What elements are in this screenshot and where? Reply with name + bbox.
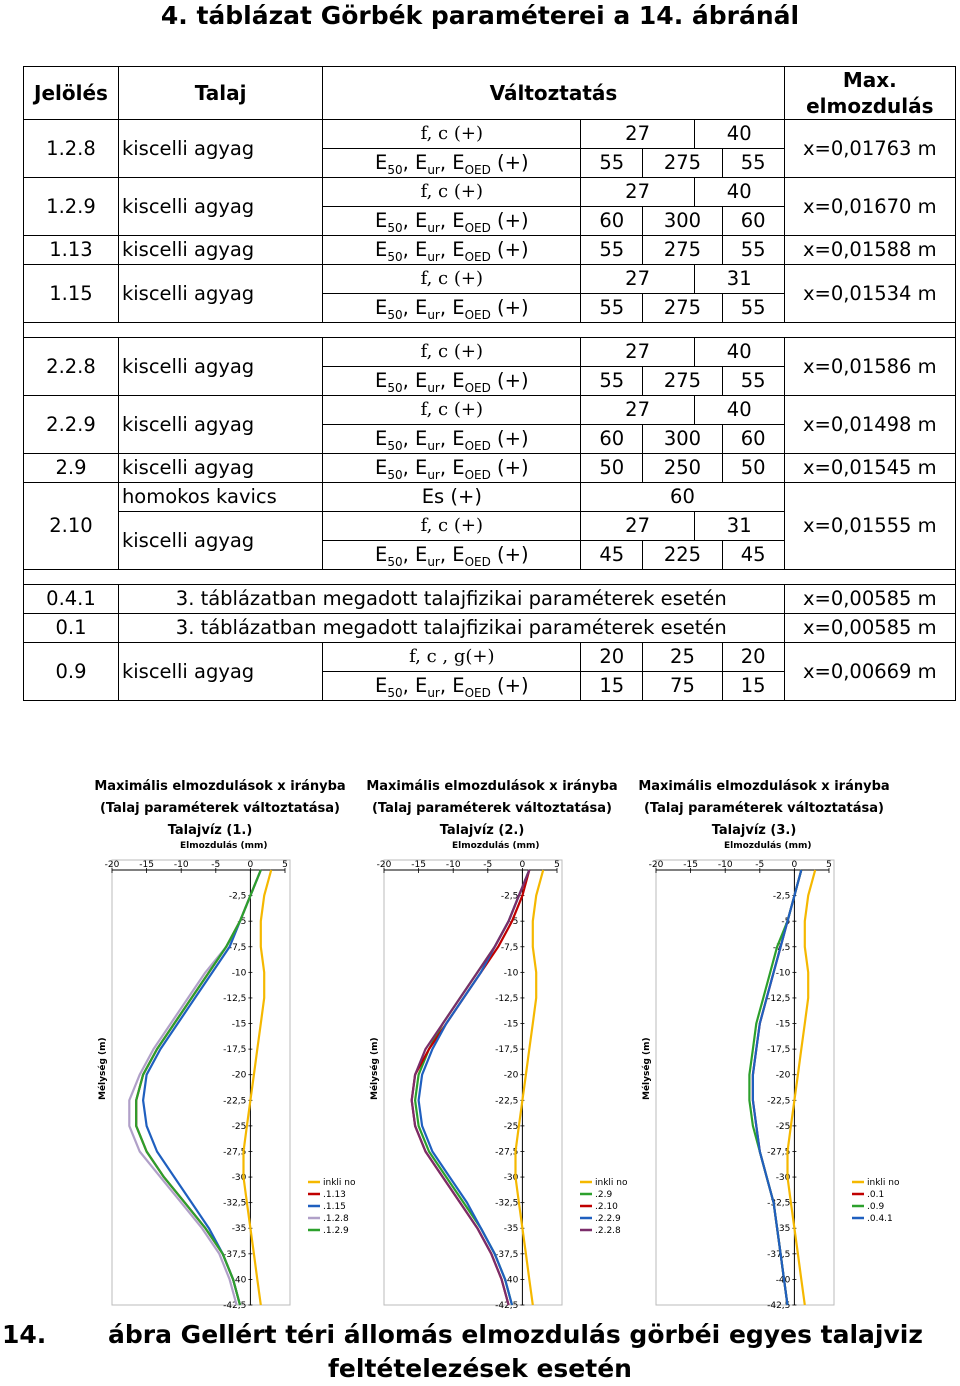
y-tick-label: -27,5: [223, 1147, 247, 1158]
chart-title: Maximális elmozdulások x irányba: [638, 779, 890, 794]
y-tick-label: -17,5: [767, 1045, 791, 1056]
e-value: 275: [643, 294, 722, 323]
row-max: x=0,01545 m: [784, 454, 955, 483]
row-id: 2.9: [24, 454, 119, 483]
x-tick-label: -10: [445, 860, 461, 870]
fcg-value: 20: [722, 643, 784, 672]
series-line: [244, 870, 272, 1305]
fcg-value: 25: [643, 643, 722, 672]
e-label: $E_{50}$, $E_{ur}$, $E_{OED}$ (+): [323, 236, 581, 265]
row-max: x=0,00669 m: [784, 643, 955, 701]
row-id: 0.1: [24, 614, 119, 643]
x-tick-label: 0: [791, 860, 798, 870]
fc-label: f, c (+): [323, 178, 581, 207]
y-tick-label: -20: [231, 1070, 247, 1081]
e-value: 55: [581, 236, 643, 265]
fc-value: 27: [581, 338, 695, 367]
y-tick-label: -32,5: [767, 1198, 791, 1209]
y-tick-label: -27,5: [767, 1147, 791, 1158]
chart-talajviz-2: [352, 770, 652, 1310]
row-max: x=0,00585 m: [784, 614, 955, 643]
e-label: $E_{50}$, $E_{ur}$, $E_{OED}$ (+): [323, 425, 581, 454]
row-text: 3. táblázatban megadott talajfizikai paraméterek esetén: [118, 614, 784, 643]
row-soil: kiscelli agyag: [118, 338, 322, 396]
fc-value: 27: [581, 265, 695, 294]
chart-title: (Talaj paraméterek változtatása): [371, 801, 613, 816]
e-value: 75: [643, 672, 722, 701]
fc-label: f, c (+): [323, 338, 581, 367]
y-tick-label: -30: [775, 1173, 791, 1184]
e-value: 55: [722, 149, 784, 178]
y-tick-label: -32,5: [495, 1198, 519, 1209]
chart-title: (Talaj paraméterek változtatása): [643, 801, 885, 816]
y-tick-label: -42,5: [767, 1301, 791, 1311]
x-tick-label: -15: [139, 860, 154, 870]
e-value: 225: [643, 541, 722, 570]
e-value: 55: [581, 294, 643, 323]
x-axis-label: Elmozdulás (mm): [724, 841, 812, 851]
series-line: [136, 870, 261, 1305]
y-tick-label: -25: [503, 1121, 519, 1132]
y-tick-label: -7,5: [228, 942, 247, 953]
header-valtoztatas: Változtatás: [323, 67, 784, 120]
row-soil: kiscelli agyag: [118, 454, 322, 483]
fc-value: 27: [581, 120, 695, 149]
header-talaj: Talaj: [118, 67, 322, 120]
x-tick-label: 0: [519, 860, 526, 870]
series-line: [136, 870, 261, 1305]
plot-frame: [112, 860, 290, 1305]
y-tick-label: -5: [237, 917, 247, 928]
e-value: 55: [581, 149, 643, 178]
y-tick-label: -12,5: [495, 993, 519, 1004]
series-line: [516, 870, 544, 1305]
plot-frame: [656, 860, 834, 1305]
y-tick-label: -22,5: [223, 1096, 247, 1107]
row-max: x=0,01763 m: [784, 120, 955, 178]
y-tick-label: -37,5: [495, 1249, 519, 1260]
row-max: x=0,00585 m: [784, 585, 955, 614]
e-label: $E_{50}$, $E_{ur}$, $E_{OED}$ (+): [323, 672, 581, 701]
fc-value: 27: [581, 178, 695, 207]
e-label: $E_{50}$, $E_{ur}$, $E_{OED}$ (+): [323, 454, 581, 483]
y-tick-label: -25: [231, 1121, 247, 1132]
y-tick-label: -2,5: [772, 891, 791, 902]
x-tick-label: -10: [717, 860, 733, 870]
y-tick-label: -37,5: [767, 1249, 791, 1260]
row-soil: kiscelli agyag: [118, 236, 322, 265]
series-line: [412, 870, 530, 1305]
row-id: 2.10: [24, 483, 119, 570]
y-tick-label: -10: [503, 968, 519, 979]
y-tick-label: -17,5: [495, 1045, 519, 1056]
row-max: x=0,01670 m: [784, 178, 955, 236]
table-row: [24, 454, 956, 483]
y-tick-label: -5: [509, 917, 519, 928]
y-tick-label: -17,5: [223, 1045, 247, 1056]
y-tick-label: -40: [231, 1275, 247, 1286]
x-tick-label: -5: [755, 860, 765, 870]
e-value: 50: [581, 454, 643, 483]
e-value: 60: [722, 207, 784, 236]
legend-label: inkli no: [867, 1178, 900, 1188]
fc-value: 40: [694, 120, 784, 149]
x-axis-label: Elmozdulás (mm): [180, 841, 268, 851]
caption-line-2: feltételezések esetén: [328, 1354, 632, 1383]
legend-label: .2.2.8: [595, 1226, 621, 1236]
row-id: 2.2.9: [24, 396, 119, 454]
legend-label: .1.2.9: [323, 1226, 349, 1236]
caption-number: 14.: [2, 1320, 47, 1349]
fc-value: 27: [581, 512, 695, 541]
y-tick-label: -2,5: [500, 891, 519, 902]
es-label: Es (+): [323, 483, 581, 512]
x-tick-label: -20: [104, 860, 120, 870]
fc-label: f, c (+): [323, 396, 581, 425]
y-tick-label: -35: [503, 1224, 519, 1235]
row-text: 3. táblázatban megadott talajfizikai paraméterek esetén: [118, 585, 784, 614]
y-tick-label: -5: [781, 917, 791, 928]
y-tick-label: -27,5: [495, 1147, 519, 1158]
e-value: 275: [643, 149, 722, 178]
series-line: [749, 870, 801, 1305]
legend-label: .0.4.1: [867, 1214, 893, 1224]
e-label: $E_{50}$, $E_{ur}$, $E_{OED}$ (+): [323, 541, 581, 570]
y-tick-label: -30: [503, 1173, 519, 1184]
y-tick-label: -20: [775, 1070, 791, 1081]
chart-title: Maximális elmozdulások x irányba: [366, 779, 618, 794]
chart-title: Talajvíz (2.): [439, 823, 525, 838]
row-soil: homokos kavics: [118, 483, 322, 512]
table-row: [24, 236, 956, 265]
fc-value: 31: [694, 512, 784, 541]
y-tick-label: -12,5: [767, 993, 791, 1004]
row-max: x=0,01534 m: [784, 265, 955, 323]
table-row: [24, 178, 956, 207]
fcg-label: f, c , g(+): [323, 643, 581, 672]
chart-talajviz-3: [624, 770, 924, 1310]
separator-row: [24, 570, 956, 585]
fc-value: 31: [694, 265, 784, 294]
y-tick-label: -10: [775, 968, 791, 979]
row-id: 1.2.8: [24, 120, 119, 178]
caption-line-1: ábra Gellért téri állomás elmozdulás görbéi egyes talajviz: [108, 1320, 923, 1349]
y-tick-label: -30: [231, 1173, 247, 1184]
series-line: [788, 870, 816, 1305]
series-line: [143, 870, 261, 1305]
e-value: 275: [643, 367, 722, 396]
row-id: 1.2.9: [24, 178, 119, 236]
row-soil: kiscelli agyag: [118, 643, 322, 701]
y-tick-label: -42,5: [223, 1301, 247, 1311]
row-max: x=0,01555 m: [784, 483, 955, 570]
y-tick-label: -15: [775, 1019, 791, 1030]
page-title: 4. táblázat Görbék paraméterei a 14. ábránál: [160, 1, 800, 30]
y-tick-label: -25: [775, 1121, 791, 1132]
row-id: 2.2.8: [24, 338, 119, 396]
row-soil: kiscelli agyag: [118, 512, 322, 570]
table-row: [24, 643, 956, 672]
x-axis-label: Elmozdulás (mm): [452, 841, 540, 851]
row-max: x=0,01588 m: [784, 236, 955, 265]
chart-svg: [352, 770, 652, 1310]
chart-title: Talajvíz (3.): [711, 823, 797, 838]
fc-label: f, c (+): [323, 265, 581, 294]
row-soil: kiscelli agyag: [118, 120, 322, 178]
legend-label: .0.9: [867, 1202, 885, 1212]
x-tick-label: -20: [376, 860, 392, 870]
y-tick-label: -37,5: [223, 1249, 247, 1260]
e-value: 15: [722, 672, 784, 701]
e-value: 45: [722, 541, 784, 570]
y-tick-label: -15: [231, 1019, 247, 1030]
x-tick-label: 5: [826, 860, 832, 870]
series-line: [129, 870, 260, 1305]
e-value: 55: [722, 294, 784, 323]
y-tick-label: -20: [503, 1070, 519, 1081]
y-tick-label: -40: [503, 1275, 519, 1286]
y-tick-label: -32,5: [223, 1198, 247, 1209]
fc-label: f, c (+): [323, 120, 581, 149]
e-value: 60: [581, 207, 643, 236]
table-row: [24, 614, 956, 643]
row-id: 0.9: [24, 643, 119, 701]
row-id: 1.15: [24, 265, 119, 323]
y-tick-label: -15: [503, 1019, 519, 1030]
y-tick-label: -12,5: [223, 993, 247, 1004]
parameter-table: [23, 66, 956, 701]
x-tick-label: -20: [648, 860, 664, 870]
e-value: 45: [581, 541, 643, 570]
y-tick-label: -22,5: [767, 1096, 791, 1107]
row-soil: kiscelli agyag: [118, 396, 322, 454]
y-tick-label: -7,5: [772, 942, 791, 953]
e-value: 60: [722, 425, 784, 454]
series-line: [419, 870, 530, 1305]
y-tick-label: -40: [775, 1275, 791, 1286]
x-tick-label: -15: [411, 860, 426, 870]
e-value: 55: [722, 367, 784, 396]
e-value: 250: [643, 454, 722, 483]
row-id: 1.13: [24, 236, 119, 265]
x-tick-label: 0: [247, 860, 254, 870]
separator-cell: [24, 570, 956, 585]
row-max: x=0,01498 m: [784, 396, 955, 454]
x-tick-label: -5: [483, 860, 493, 870]
table-row: [24, 585, 956, 614]
chart-title: (Talaj paraméterek változtatása): [99, 801, 341, 816]
e-value: 60: [581, 425, 643, 454]
legend-label: .1.15: [323, 1202, 346, 1212]
chart-title: Talajvíz (1.): [167, 823, 253, 838]
e-value: 300: [643, 425, 722, 454]
table-header-row: [24, 67, 956, 120]
fc-value: 40: [694, 178, 784, 207]
legend-label: .1.2.8: [323, 1214, 349, 1224]
series-line: [412, 870, 530, 1305]
table-row: [24, 396, 956, 425]
x-tick-label: 5: [282, 860, 288, 870]
legend-label: .2.10: [595, 1202, 618, 1212]
row-max: x=0,01586 m: [784, 338, 955, 396]
fc-label: f, c (+): [323, 512, 581, 541]
legend-label: .2.2.9: [595, 1214, 621, 1224]
e-value: 275: [643, 236, 722, 265]
y-tick-label: -35: [775, 1224, 791, 1235]
y-axis-label: Mélység (m): [98, 1037, 108, 1100]
row-soil: kiscelli agyag: [118, 265, 322, 323]
y-tick-label: -22,5: [495, 1096, 519, 1107]
fc-value: 40: [694, 396, 784, 425]
e-value: 55: [581, 367, 643, 396]
y-tick-label: -2,5: [228, 891, 247, 902]
e-value: 300: [643, 207, 722, 236]
chart-title: Maximális elmozdulások x irányba: [94, 779, 346, 794]
separator-row: [24, 323, 956, 338]
e-value: 15: [581, 672, 643, 701]
header-jeloles: Jelölés: [24, 67, 119, 120]
table-row: [24, 265, 956, 294]
e-label: $E_{50}$, $E_{ur}$, $E_{OED}$ (+): [323, 207, 581, 236]
legend-label: inkli no: [323, 1178, 356, 1188]
row-soil: kiscelli agyag: [118, 178, 322, 236]
fc-value: 27: [581, 396, 695, 425]
y-tick-label: -35: [231, 1224, 247, 1235]
fc-value: 40: [694, 338, 784, 367]
table-row: [24, 338, 956, 367]
table-row: [24, 483, 956, 512]
e-value: 55: [722, 236, 784, 265]
fcg-value: 20: [581, 643, 643, 672]
e-label: $E_{50}$, $E_{ur}$, $E_{OED}$ (+): [323, 294, 581, 323]
table-row: [24, 120, 956, 149]
y-tick-label: -7,5: [500, 942, 519, 953]
es-value: 60: [581, 483, 784, 512]
chart-talajviz-1: [80, 770, 380, 1310]
legend-label: .2.9: [595, 1190, 613, 1200]
e-label: $E_{50}$, $E_{ur}$, $E_{OED}$ (+): [323, 149, 581, 178]
e-value: 50: [722, 454, 784, 483]
x-tick-label: -10: [173, 860, 189, 870]
y-axis-label: Mélység (m): [642, 1037, 652, 1100]
legend-label: .1.13: [323, 1190, 346, 1200]
separator-cell: [24, 323, 956, 338]
x-tick-label: -15: [683, 860, 698, 870]
legend-label: .0.1: [867, 1190, 885, 1200]
row-id: 0.4.1: [24, 585, 119, 614]
x-tick-label: 5: [554, 860, 560, 870]
header-max: Max. elmozdulás: [784, 67, 955, 120]
y-tick-label: -10: [231, 968, 247, 979]
plot-frame: [384, 860, 562, 1305]
series-line: [415, 870, 529, 1305]
chart-svg: [624, 770, 924, 1310]
y-tick-label: -42,5: [495, 1301, 519, 1311]
x-tick-label: -5: [211, 860, 221, 870]
legend-label: inkli no: [595, 1178, 628, 1188]
e-label: $E_{50}$, $E_{ur}$, $E_{OED}$ (+): [323, 367, 581, 396]
chart-svg: [80, 770, 380, 1310]
y-axis-label: Mélység (m): [370, 1037, 380, 1100]
